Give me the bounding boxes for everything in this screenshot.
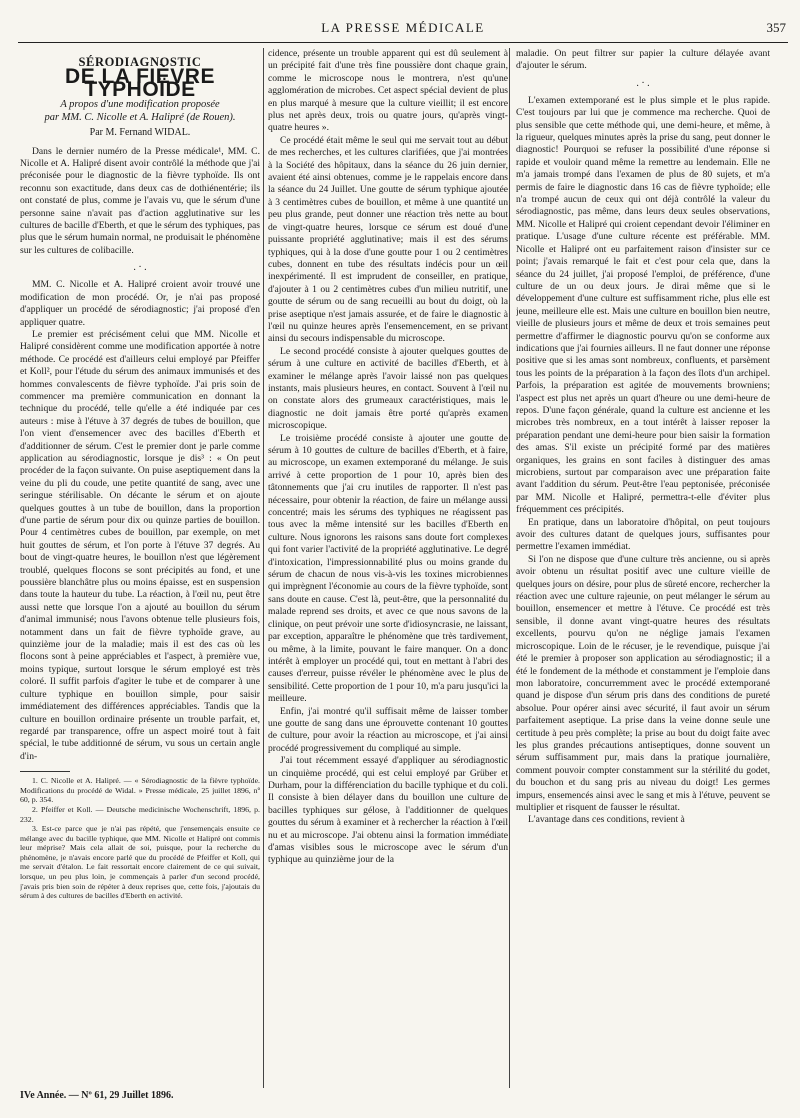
paragraph: Ce procédé était même le seul qui me servait tout au début de mes recherches, et les cultures clarifiées, que j'ai montrées à la Société des hôpitaux, dans la séance du 26 juin dernier, avaient été ainsi obtenues, comme je le rappelais encore dans la séance du 24 Juillet. Une goutte de sérum typhique ajoutée à 3 centimètres cubes de bouillon, et même à une quantité un peu plus grande, peut donner une réaction très nette au bout de vingt-quatre heures, lorsque ce sérum est doué d'une puissante propriété agglutinative; mais il est des sérums typhiques, qui à la dose d'une goutte pour 1 ou 2 centimètres cubes, donnent en tube des résultats indécis pour un œil inexpérimenté. Il est imprudent de conseiller, en pratique, d'ajouter à 1 ou 2 centimètres cubes d'un milieu nutritif, une goutte de sérum ou de sang recueilli au bout du doigt, où la prise aseptique n'est jamais assurée, et de faire le diagnostic à l'œil nu quinze heures après l'ensemencement, en se privant ainsi du secours indispensable du microscope. bbox=[268, 134, 508, 345]
article-subtitle: par MM. C. Nicolle et A. Halipré (de Rouen). bbox=[44, 112, 236, 124]
footnote: 1. C. Nicolle et A. Halipré. — « Sérodiagnostic de la fièvre typhoïde. Modifications du procédé de Widal. » Presse médicale, 25 juillet 1896, nº 60, p. 354. bbox=[20, 776, 260, 805]
article-title: DE LA FIÈVRE TYPHOÏDE bbox=[65, 65, 215, 101]
issue-footer: IVe Année. — Nº 61, 29 Juillet 1896. bbox=[20, 1090, 174, 1101]
column-rule bbox=[263, 48, 264, 1088]
page-number: 357 bbox=[766, 20, 786, 35]
paragraph: maladie. On peut filtrer sur papier la culture délayée avant d'ajouter le sérum. bbox=[516, 48, 770, 72]
section-divider: . · . bbox=[636, 77, 650, 89]
paragraph: En pratique, dans un laboratoire d'hôpital, on peut toujours avoir des cultures datant de quelques jours, suffisantes pour permettre l'examen immédiat. bbox=[516, 516, 770, 553]
paragraph: Dans le dernier numéro de la Presse médicale¹, MM. C. Nicolle et A. Halipré disent avoir contrôlé la méthode que j'ai préconisée pour le diagnostic de la fièvre typhoïde. Ils ont reconnu son exactitude, dans deux cas de dothiénentérie; ils ont constaté de plus, comme je l'avais vu, que le sérum d'une personne saine n'avait pas d'action agglutinative sur les cultures de bacille d'Eberth, et que le sérum des typhiques, pas plus que le sérum humain normal, ne produisait le phénomène sur les cultures de colibacille. bbox=[20, 145, 260, 256]
paragraph: MM. C. Nicolle et A. Halipré croient avoir trouvé une modification de mon procédé. Or, je n'ai pas proposé d'appliquer un procédé de sérodiagnostic; j'ai proposé d'en appliquer quatre. bbox=[20, 279, 260, 328]
article-byline: Par M. Fernand WIDAL. bbox=[89, 127, 191, 139]
paragraph: L'avantage dans ces conditions, revient à bbox=[528, 814, 685, 826]
paragraph: Le second procédé consiste à ajouter quelques gouttes de sérum à une culture en activité de bacilles d'Eberth, et à examiner le mélange après l'avoir laissé non pas quelques instants, mais plusieurs heures, en contact. Souvent à l'œil nu on constate alors des grumeaux caractéristiques, mais le diagnostic ne doit jamais être porté qu'après examen microscopique. bbox=[268, 345, 508, 432]
running-header bbox=[18, 18, 788, 43]
column-3 bbox=[516, 48, 770, 1078]
paragraph: L'examen extemporané est le plus simple et le plus rapide. C'est toujours par lui que je commence ma recherche. Quoi de plus sensible que cette méthode qui, une demi-heure, et même, à la rigueur, quelques minutes après la prise du sang, peut donner le diagnostic! Pourquoi se refuser la possibilité d'une réponse si rapide et vouloir quand même la remettre au lendemain. Elle ne m'a jamais trompé dans l'examen de plus de 80 sujets, et m'a permis de faire le diagnostic dans 16 cas de fièvre typhoïde; elle n'a trompé aucun de ceux qui ont déjà contrôlé la valeur du sérodiagnostic, pas même, dans leurs deux seules observations, MM. Nicolle et Halipré qui croient cependant devoir l'éliminer en pratique. L'usage d'une culture récente est préférable. MM. Nicolle et Halipré ont eu parfaitement raison d'insister sur ce point; j'avais remarqué le fait et c'est pour cela que, dans la séance du 24 juillet, j'ai proposé l'emploi, de préférence, d'une culture de un ou deux jours. Je dirai même que si le développement d'une culture est suffisamment riche, plus elle est jeune, meilleure elle est. Mais une culture en bouillon bien neutre, vieille de plusieurs jours et même de deux et trois semaines peut permettre d'affirmer le diagnostic pourvu qu'on se conforme aux indications que j'ai fournies ailleurs. Il ne faut donner une réponse positive que si les amas sont nombreux, confluents, et parsèment tous les points de la préparation à la façon des îlots d'un archipel. Parfois, la préparation est agitée de mouvements browniens; l'aspect est plus net après un quart d'heure ou une demi-heure de repos. D'une façon générale, quand la culture est ancienne et les microbes très nombreux, en a tout intérêt à laisser reposer la préparation pendant une demi-heure pour bien saisir la formation des amas. S'il existe un précipité formé par des matières organiques, les grains en sont faciles à distinguer des amas microbiens, surtout par comparaison avec une préparation faite avant l'addition du sérum. Peut-être l'eau peptonisée, préconisée par MM. Nicolle et Halipré, permettra-t-elle d'éviter plus fréquemment ces précipités. bbox=[516, 94, 770, 516]
paragraph: J'ai tout récemment essayé d'appliquer au sérodiagnostic un cinquième procédé, qui est celui employé par Grüber et Durham, pour la différenciation du bacille typhique et du coli. Il consiste à bien délayer dans du bouillon une culture de bacilles typhiques sur gélose, à l'additionner de quelques gouttes du sérum à examiner et à rechercher la réaction à l'œil nu et au microscope. J'ai obtenu ainsi la formation immédiate d'amas visibles sous le microscope avec le sérum d'un typhique au quinzième jour de la bbox=[268, 755, 508, 866]
column-2 bbox=[268, 48, 508, 1078]
journal-title: LA PRESSE MÉDICALE bbox=[321, 20, 485, 35]
paragraph: Le premier est précisément celui que MM. Nicolle et Halipré considèrent comme une modification apportée à notre méthode. Ce procédé est d'ailleurs celui employé par Pfeiffer et Koll², pour l'étude du sérum des animaux immunisés et des hommes convalescents de fièvre typhoïde. J'ai pris soin de commencer ma première communication en donnant la technique du procédé, telle qu'elle a été indiquée par ces auteurs : mise à l'étuve à 37 degrés de tubes de bouillon, que l'on vient d'ensemencer avec des bacilles d'Eberth et d'additionner de sérum. C'est le premier dont je parle comme application au sérodiagnostic, lorsque je dis³ : « On peut procéder de la façon suivante. On puise aseptiquement dans la veine du pli du coude, une petite quantité de sang, avec une seringue stérilisable. On décante le sérum et on ajoute quelques gouttes à un tube de bouillon, dans la proportion d'une partie de sérum pour dix ou quinze parties de bouillon. Pour 4 centimètres cubes de bouillon, par exemple, on met huit gouttes de sérum, et l'on porte à l'étuve 37 degrés. Au bout de vingt-quatre heures, le bouillon n'est que légèrement troublé, quelques flocons se sont précipités au fond, et une poussière blanchâtre plus ou moins épaisse, est en suspension dans toute la hauteur du tube. La réaction, à l'œil nu, peut être aussi nette que lorsque l'on a ajouté au bouillon du sérum d'animal immunisé; nous l'avons obtenue telle plusieurs fois, notamment dans un fait de fièvre typhoïde grave, au quinzième jour de la maladie; mais il est des cas où les flocons sont à peine appréciables et l'aspect, à première vue, moins typique, surtout lorsque le sérum employé est très coloré. Il suffit parfois d'agiter le tube et de comparer à une culture typhique en bouillon simple, pour saisir immédiatement des différences appréciables. Tandis que la culture en bouillon ordinaire présente un trouble parfait, et, regardé par transparence, offre un aspect moiré tout à fait spécial, le tube additionné de sérum, vu sous un certain angle d'in- bbox=[20, 328, 260, 762]
section-divider: . · . bbox=[133, 262, 147, 274]
footnote: 3. Est-ce parce que je n'ai pas répété, que j'ensemençais ensuite ce mélange avec du bacille typhique, que MM. Nicolle et Halipré ont commis leur méprise? Mais cela allait de soi, puisque, pour la recherche du phénomène, je n'avais encore parlé que du procédé de Pfeiffer et Koll, qui me servait d'étalon. Le fait ressortait encore clairement de ce qui suivait, lorsque, un peu plus loin, je commençais à parler d'un second procédé, j'avais pris bien soin de répéter à deux reprises que, cette fois, j'ajoutais du sérum à des cultures de bacilles d'Eberth en activité. bbox=[20, 824, 260, 901]
footnote: 2. Pfeiffer et Koll. — Deutsche medicinische Wochenschrift, 1896, p. 232. bbox=[20, 804, 260, 824]
paragraph: Le troisième procédé consiste à ajouter une goutte de sérum à 10 gouttes de culture de bacilles d'Eberth, et à faire, au microscope, un examen extemporané du mélange. Je suis arrivé à cette proportion de 1 pour 10, après bien des tâtonnements que j'ai cru inutiles de rapporter. Il n'est pas nécessaire, pour obtenir la réaction, de faire un mélange aussi concentré; mais les sérums des typhiques ne réagissent pas tous avec la même intensité sur les bacilles d'Eberth en culture. Nous ignorons les raisons sans doute fort complexes qui font varier l'activité de la propriété agglutinative. Le degré d'intoxication, l'impressionnabilité plus ou moins grande du sérum de chacun de nous vis-à-vis les toxines microbiennes qui imprègnent l'économie au cours de la fièvre typhoïde, sont sans doute en cause. C'est là, peut-être, que la personnalité du malade reprend ses droits, et avec ce que nous savons de la clinique, on peut prévoir une sorte d'idiosyncrasie, ne laissant, par exception, apparaître le phénomène que très tardivement, ou même, à la limite, pouvant le faire manquer. On a donc intérêt à employer un procédé qui, tout en mettant à l'abri des causes d'erreur, puisse révéler le phénomène avec le plus de sensibilité. Cette proportion de 1 pour 10, m'a paru jusqu'ici la meilleure. bbox=[268, 432, 508, 705]
paragraph: Enfin, j'ai montré qu'il suffisait même de laisser tomber une goutte de sang dans une éprouvette contenant 10 gouttes de culture, pour avoir la réaction au microscope, et j'ai ainsi procédé progressivement du compliqué au simple. bbox=[268, 705, 508, 754]
article-heading bbox=[20, 56, 260, 140]
article-kicker: SÉRODIAGNOSTIC bbox=[78, 55, 202, 69]
paragraph: Si l'on ne dispose que d'une culture très ancienne, ou si après avoir obtenu un résultat positif avec une culture vieille de quelques jours on désire, pour plus de sûreté encore, rechercher la réaction avec une culture rajeunie, on peut mélanger le sérum au bouillon, ensemencer et mettre à l'étuve. Ce procédé est très sensible, il donne avant vingt-quatre heures des résultats excellents, pourvu qu'on ne néglige jamais l'examen microscopique. Loin de le récuser, je le revendique, puisque j'ai été le premier à proposer son application au sérodiagnostic; il a été le fondement de la méthode et constamment je l'emploie dans mon laboratoire, concurremment avec le procédé extemporané quand je dispose d'un sérum pris dans des conditions de pureté absolue. Pour opérer ainsi avec sécurité, il faut avoir un sérum parfaitement aseptique. La prise dans la veine donne seule une certitude à peu près complète; la prise au bout du doigt faite avec les plus grandes précautions antiseptiques, donne souvent un sérum suffisamment pur, mais dans la pratique journalière, comment pouvoir compter constamment sur la stérilité du godet, du bouchon et du sang pris au niveau du doigt! Les germes impurs, ensemencés ainsi avec le sang et mis à l'étuve, peuvent se multiplier et risquent de fausser le résultat. bbox=[516, 553, 770, 813]
footnote-rule bbox=[20, 771, 70, 772]
paragraph: cidence, présente un trouble apparent qui est dû seulement à un précipité fait d'une très fine poussière dont chaque grain, comme le microscope nous le montrera, n'est qu'une agglomération de microbes. Cet aspect spécial devient de plus en plus marqué à mesure que la culture vieillit; il est encore plus net après deux, trois ou quatre jours, qu'après vingt-quatre heures ». bbox=[268, 48, 508, 134]
article-subtitle: A propos d'une modification proposée bbox=[60, 99, 220, 111]
column-1 bbox=[20, 52, 260, 1082]
column-rule bbox=[509, 48, 510, 1088]
